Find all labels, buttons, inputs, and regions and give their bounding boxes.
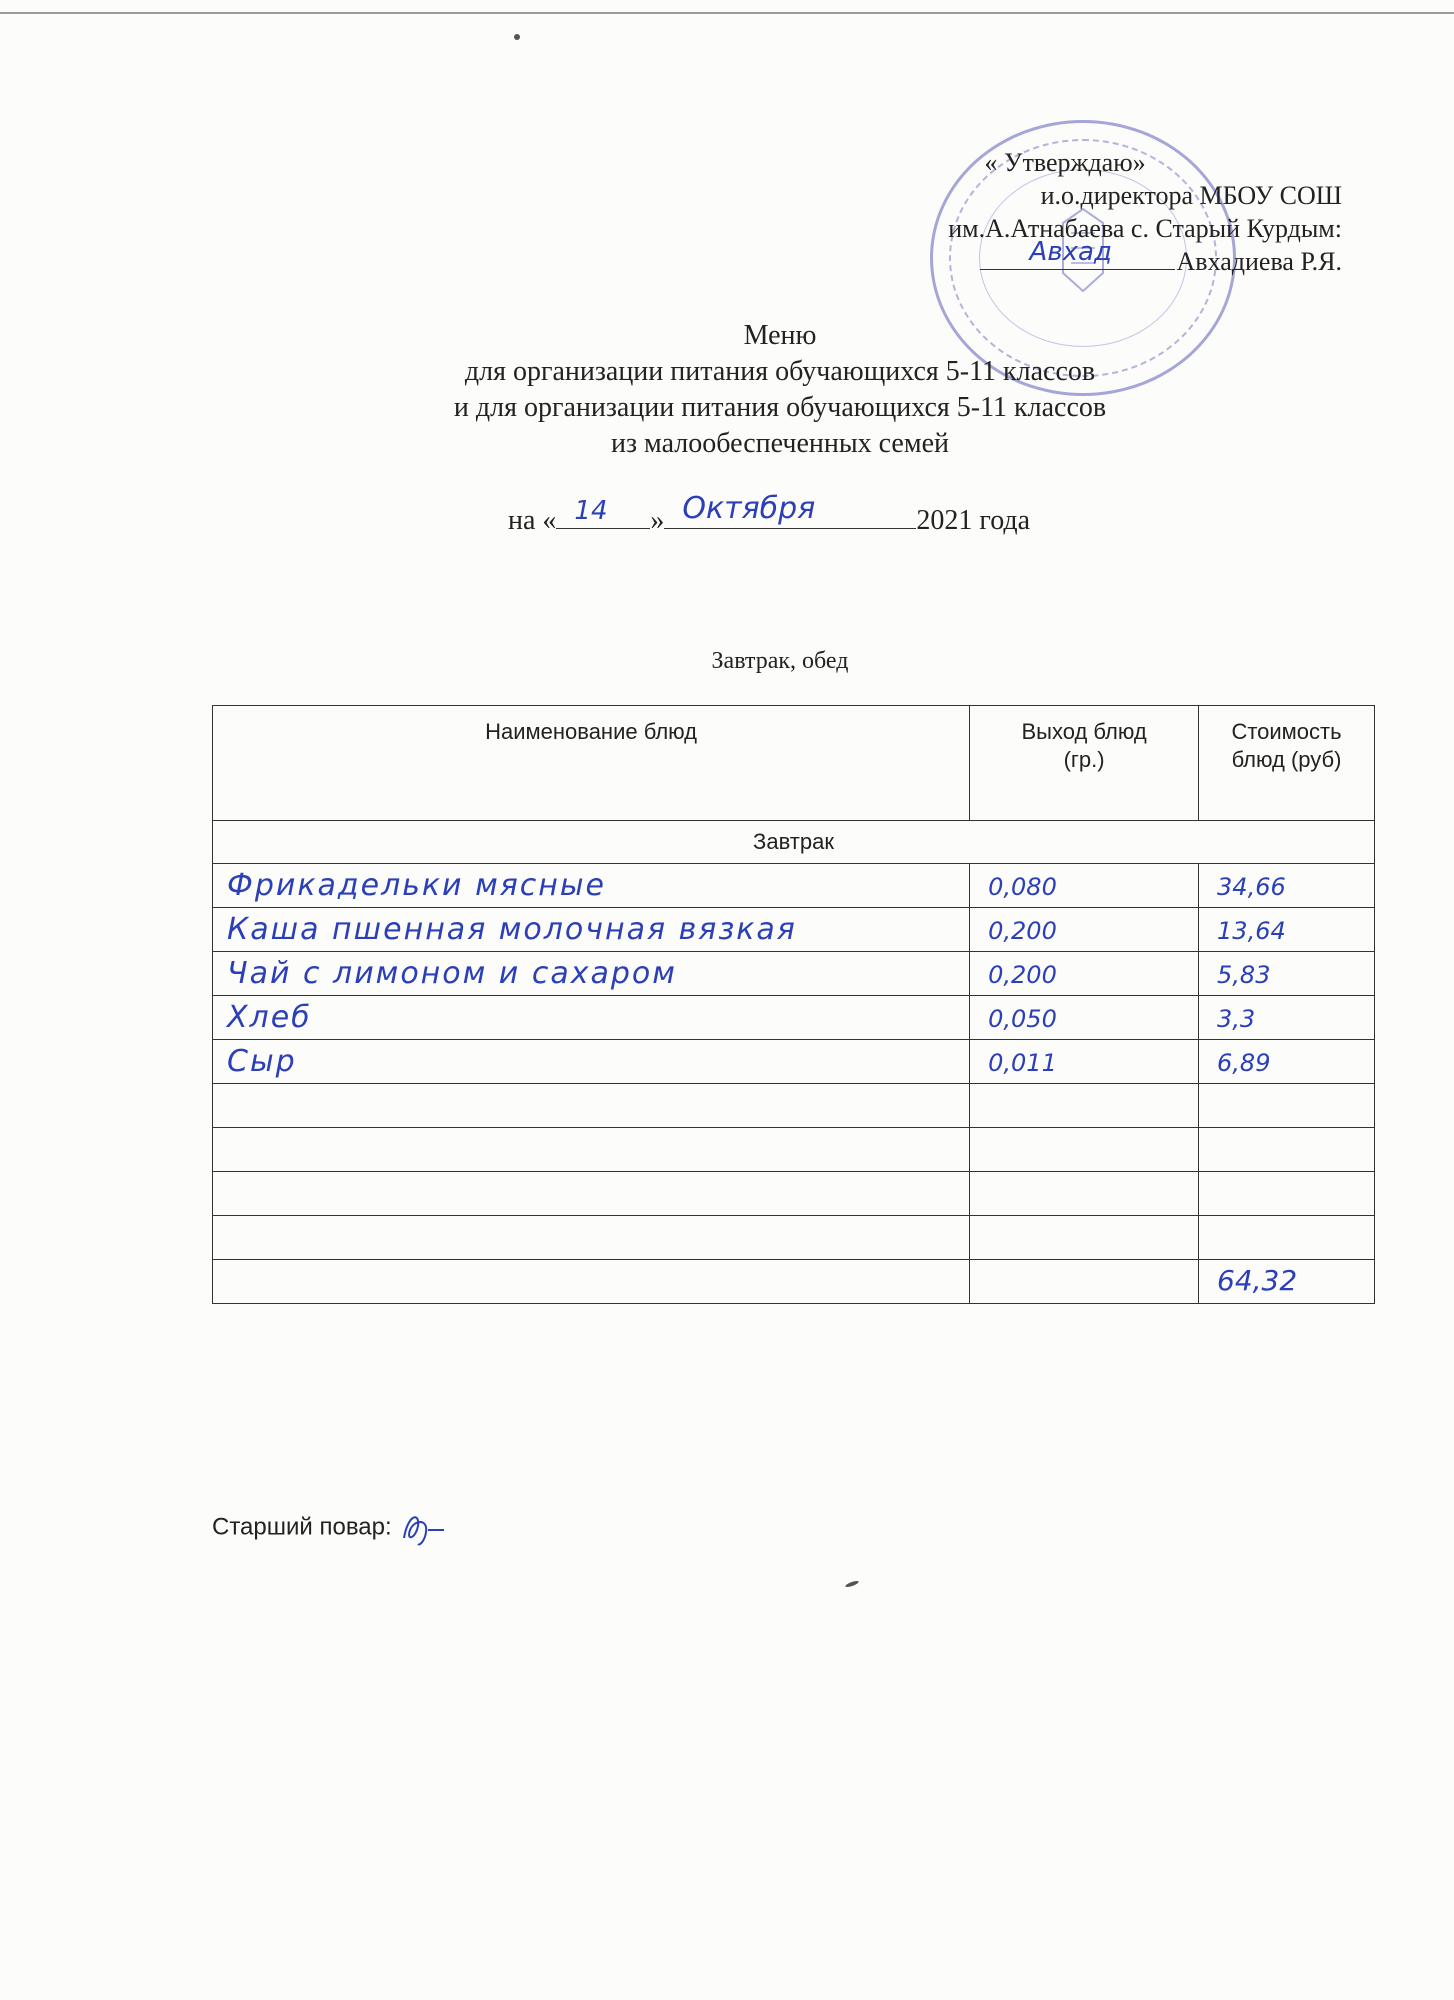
cost-cell [1199,908,1375,952]
dish-name-cell [213,1040,970,1084]
meal-types-label: Завтрак, обед [711,648,849,674]
menu-table [212,705,1375,1304]
output-cell-handwriting: 0,011 [988,1049,1057,1077]
cost-cell [1199,996,1375,1040]
total-output-cell [970,1260,1199,1304]
director-signature-handwriting: Авхад [1029,237,1112,267]
output-cell-handwriting: 0,200 [988,961,1057,989]
dish-name-cell [213,864,970,908]
output-cell [970,1216,1199,1260]
table-row [213,1040,1375,1084]
cook-signature [398,1508,448,1548]
header-output [970,706,1199,821]
senior-cook [212,1508,448,1548]
output-cell [970,1040,1199,1084]
dish-name-cell [213,1172,970,1216]
cost-cell-handwriting: 3,3 [1217,1005,1256,1033]
date-month-blank [664,491,916,529]
table-row [213,908,1375,952]
total-row [213,1260,1375,1304]
header-output-text: Выход блюд (гр.) [1021,719,1147,772]
title-line-1: Меню [743,320,817,351]
approval-signature-name: Авхадиева Р.Я. [1176,247,1342,276]
table-row [213,952,1375,996]
signature-blank [980,237,1175,270]
total-cost-handwriting: 64,32 [1217,1264,1298,1297]
output-cell [970,908,1199,952]
table-row [213,1128,1375,1172]
output-cell [970,1128,1199,1172]
approval-block [948,146,1342,278]
table-row [213,864,1375,908]
approval-school: им.А.Атнабаева с. Старый Курдым: [948,214,1342,243]
dish-name-cell-handwriting: Чай с лимоном и сахаром [227,956,677,991]
dish-name-cell-handwriting: Хлеб [227,1000,312,1035]
cost-cell [1199,1040,1375,1084]
table-row [213,1084,1375,1128]
dish-name-cell [213,1216,970,1260]
output-cell-handwriting: 0,080 [988,873,1057,901]
section-breakfast: Завтрак [213,821,1375,864]
date-suffix: 2021 года [916,505,1031,536]
total-name-cell [213,1260,970,1304]
cost-cell [1199,1172,1375,1216]
approval-heading: « Утверждаю» [984,148,1146,177]
header-cost-text: Стоимость блюд (руб) [1231,719,1342,772]
dish-name-cell [213,908,970,952]
menu-date [508,491,1031,537]
date-prefix: на « [508,505,557,536]
dish-name-cell [213,952,970,996]
table-row [213,996,1375,1040]
output-cell [970,864,1199,908]
cost-cell [1199,1128,1375,1172]
date-day-blank [556,496,650,529]
cost-cell [1199,1084,1375,1128]
dish-name-cell [213,1128,970,1172]
approval-signature-line [948,237,1342,278]
total-cost-cell [1199,1260,1375,1304]
scan-speck [514,34,520,40]
cost-cell [1199,952,1375,996]
scan-border [0,12,1454,14]
approval-position: и.о.директора МБОУ СОШ [1040,181,1342,210]
output-cell [970,996,1199,1040]
dish-name-cell [213,1084,970,1128]
output-cell-handwriting: 0,050 [988,1005,1057,1033]
date-middle: » [650,505,665,536]
cook-label: Старший повар: [212,1513,392,1541]
cost-cell-handwriting: 34,66 [1217,873,1286,901]
dish-name-cell-handwriting: Сыр [227,1044,297,1079]
title-line-4: из малообеспеченных семей [611,428,949,459]
output-cell [970,1084,1199,1128]
cost-cell-handwriting: 6,89 [1217,1049,1271,1077]
cost-cell-handwriting: 13,64 [1217,917,1286,945]
cost-cell [1199,1216,1375,1260]
table-row [213,1172,1375,1216]
cost-cell [1199,864,1375,908]
title-line-2: для организации питания обучающихся 5-11 классов [464,356,1096,387]
cost-cell-handwriting: 5,83 [1217,961,1271,989]
scan-speck [845,1580,860,1589]
dish-name-cell-handwriting: Фрикадельки мясные [227,868,607,903]
output-cell [970,1172,1199,1216]
table-row [213,1216,1375,1260]
title-line-3: и для организации питания обучающихся 5-11 классов [453,392,1107,423]
dish-name-cell-handwriting: Каша пшенная молочная вязкая [227,912,797,947]
header-cost [1199,706,1375,821]
output-cell [970,952,1199,996]
date-month-handwriting: Октября [682,491,816,526]
header-dish-name: Наименование блюд [213,706,970,821]
output-cell-handwriting: 0,200 [988,917,1057,945]
table-header-row [213,706,1375,821]
date-day-handwriting: 14 [574,496,608,526]
section-row [213,821,1375,864]
dish-name-cell [213,996,970,1040]
menu-title [0,318,1454,462]
